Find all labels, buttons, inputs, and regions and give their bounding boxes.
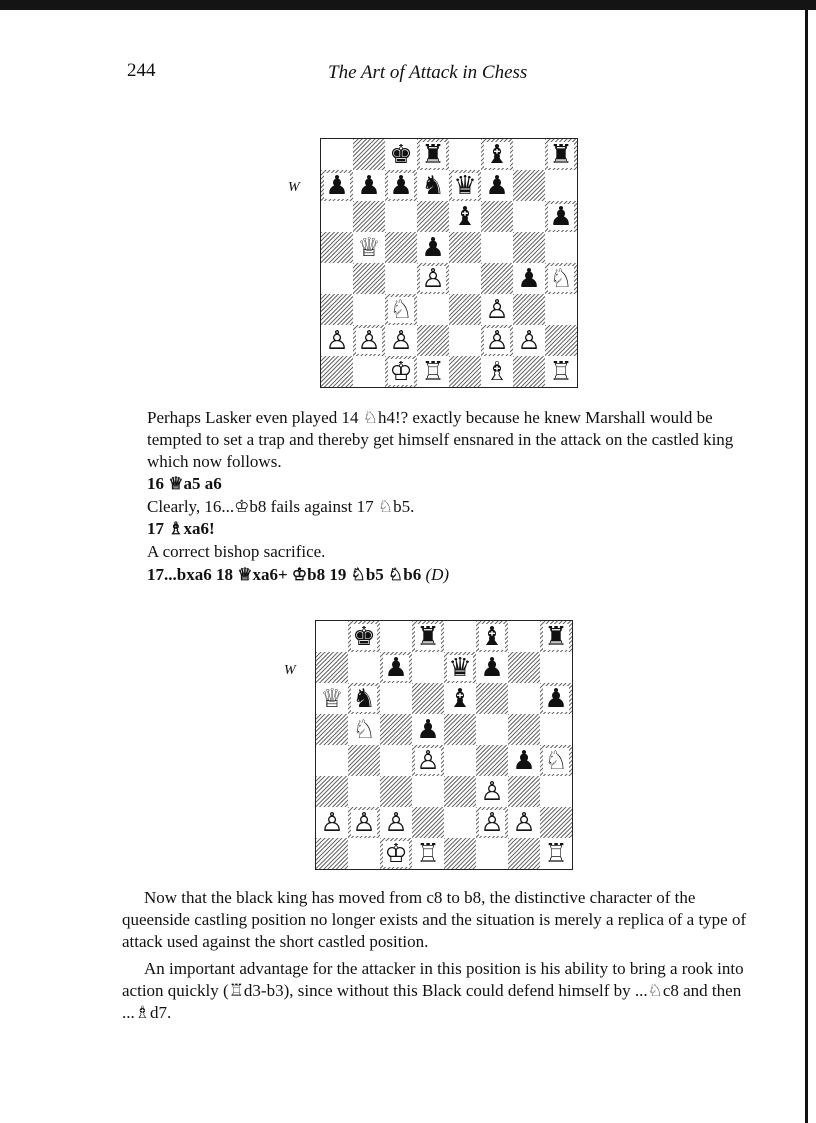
diagram2-square-e8 bbox=[444, 621, 476, 652]
diagram2-square-f5 bbox=[476, 714, 508, 745]
chess-piece-icon: ♖ bbox=[416, 838, 440, 869]
diagram2-square-b8 bbox=[348, 621, 380, 652]
diagram1-square-a2 bbox=[321, 325, 353, 356]
diagram2-square-f7 bbox=[476, 652, 508, 683]
diagram1-square-b6 bbox=[353, 201, 385, 232]
diagram1-square-a3 bbox=[321, 294, 353, 325]
diagram2-square-d2 bbox=[412, 807, 444, 838]
diagram2-square-g1 bbox=[508, 838, 540, 869]
diagram1-square-e6 bbox=[449, 201, 481, 232]
chess-piece-icon: ♚ bbox=[389, 139, 413, 170]
diagram-marker: (D) bbox=[425, 565, 450, 584]
paragraph-lasker-text: Perhaps Lasker even played 14 ♘h4!? exactly because he knew Marshall would be tempted to set a trap and thereby get himself ensnared in the attack on the castled king which now follows. bbox=[147, 408, 734, 471]
chess-piece-icon: ♝ bbox=[480, 621, 504, 652]
diagram2-square-b5 bbox=[348, 714, 380, 745]
diagram1-square-d8 bbox=[417, 139, 449, 170]
chess-piece-icon: ♙ bbox=[384, 807, 408, 838]
page-top-edge bbox=[0, 0, 816, 10]
diagram2-square-b2 bbox=[348, 807, 380, 838]
diagram1-square-d7 bbox=[417, 170, 449, 201]
diagram2-square-a8 bbox=[316, 621, 348, 652]
chess-piece-icon: ♟ bbox=[416, 714, 440, 745]
diagram2-square-c1 bbox=[380, 838, 412, 869]
chess-piece-icon: ♙ bbox=[357, 325, 381, 356]
chess-piece-icon: ♙ bbox=[416, 745, 440, 776]
move-17-line bbox=[147, 564, 449, 586]
chess-piece-icon: ♔ bbox=[384, 838, 408, 869]
diagram1-square-h5 bbox=[545, 232, 577, 263]
diagram2-square-a5 bbox=[316, 714, 348, 745]
diagram2-square-g5 bbox=[508, 714, 540, 745]
comment-17: A correct bishop sacrifice. bbox=[147, 542, 326, 561]
chess-piece-icon: ♙ bbox=[480, 807, 504, 838]
diagram2-square-f1 bbox=[476, 838, 508, 869]
diagram1-square-e4 bbox=[449, 263, 481, 294]
diagram2-square-e2 bbox=[444, 807, 476, 838]
diagram2-square-h5 bbox=[540, 714, 572, 745]
diagram1-square-f3 bbox=[481, 294, 513, 325]
page-number: 244 bbox=[127, 60, 156, 81]
chess-piece-icon: ♖ bbox=[549, 356, 573, 387]
diagram2-square-g6 bbox=[508, 683, 540, 714]
chess-piece-icon: ♛ bbox=[448, 652, 472, 683]
diagram1-square-h2 bbox=[545, 325, 577, 356]
diagram2-square-c5 bbox=[380, 714, 412, 745]
diagram1-square-f2 bbox=[481, 325, 513, 356]
diagram1-square-g5 bbox=[513, 232, 545, 263]
diagram1-square-a6 bbox=[321, 201, 353, 232]
chess-piece-icon: ♟ bbox=[485, 170, 509, 201]
diagram1-square-h8 bbox=[545, 139, 577, 170]
chess-piece-icon: ♙ bbox=[480, 776, 504, 807]
diagram1-square-b1 bbox=[353, 356, 385, 387]
chess-piece-icon: ♝ bbox=[485, 139, 509, 170]
chess-piece-icon: ♟ bbox=[325, 170, 349, 201]
diagram1-square-a8 bbox=[321, 139, 353, 170]
chess-piece-icon: ♙ bbox=[512, 807, 536, 838]
diagram1-square-a4 bbox=[321, 263, 353, 294]
diagram1-square-f4 bbox=[481, 263, 513, 294]
chess-piece-icon: ♞ bbox=[352, 683, 376, 714]
diagram1-square-c1 bbox=[385, 356, 417, 387]
diagram2-square-c6 bbox=[380, 683, 412, 714]
diagram2-square-e6 bbox=[444, 683, 476, 714]
chess-piece-icon: ♟ bbox=[517, 263, 541, 294]
diagram1-square-f1 bbox=[481, 356, 513, 387]
chess-piece-icon: ♜ bbox=[544, 621, 568, 652]
chess-diagram-2 bbox=[315, 620, 573, 870]
diagram1-square-a7 bbox=[321, 170, 353, 201]
paragraph-king-moved bbox=[122, 887, 756, 953]
diagram2-square-a4 bbox=[316, 745, 348, 776]
diagram1-square-f8 bbox=[481, 139, 513, 170]
diagram1-square-a1 bbox=[321, 356, 353, 387]
diagram1-square-e2 bbox=[449, 325, 481, 356]
diagram2-square-d8 bbox=[412, 621, 444, 652]
chess-piece-icon: ♛ bbox=[453, 170, 477, 201]
diagram1-square-b2 bbox=[353, 325, 385, 356]
diagram2-square-g2 bbox=[508, 807, 540, 838]
diagram2-square-c2 bbox=[380, 807, 412, 838]
chess-piece-icon: ♟ bbox=[544, 683, 568, 714]
diagram2-square-c3 bbox=[380, 776, 412, 807]
diagram1-square-e5 bbox=[449, 232, 481, 263]
chess-piece-icon: ♙ bbox=[485, 325, 509, 356]
diagram1-square-e7 bbox=[449, 170, 481, 201]
diagram2-square-g8 bbox=[508, 621, 540, 652]
diagram2-square-d6 bbox=[412, 683, 444, 714]
running-title: The Art of Attack in Chess bbox=[328, 62, 528, 83]
chess-piece-icon: ♜ bbox=[416, 621, 440, 652]
diagram1-square-b4 bbox=[353, 263, 385, 294]
chess-piece-icon: ♙ bbox=[352, 807, 376, 838]
chess-piece-icon: ♙ bbox=[421, 263, 445, 294]
diagram2-square-b7 bbox=[348, 652, 380, 683]
chess-piece-icon: ♙ bbox=[485, 294, 509, 325]
move-16: 16 ♕a5 a6 bbox=[147, 474, 222, 493]
diagram1-square-h4 bbox=[545, 263, 577, 294]
diagram2-square-b6 bbox=[348, 683, 380, 714]
diagram1-square-g8 bbox=[513, 139, 545, 170]
diagram2-square-e4 bbox=[444, 745, 476, 776]
diagram2-square-e7 bbox=[444, 652, 476, 683]
diagram2-square-f8 bbox=[476, 621, 508, 652]
diagram2-square-h7 bbox=[540, 652, 572, 683]
paragraph-advantage bbox=[122, 958, 756, 1024]
diagram2-square-d4 bbox=[412, 745, 444, 776]
diagram1-square-h6 bbox=[545, 201, 577, 232]
diagram1-square-b7 bbox=[353, 170, 385, 201]
chess-piece-icon: ♙ bbox=[517, 325, 541, 356]
diagram2-square-a2 bbox=[316, 807, 348, 838]
chess-piece-icon: ♙ bbox=[325, 325, 349, 356]
diagram1-square-d6 bbox=[417, 201, 449, 232]
chess-piece-icon: ♖ bbox=[421, 356, 445, 387]
diagram2-square-g4 bbox=[508, 745, 540, 776]
chess-piece-icon: ♘ bbox=[549, 263, 573, 294]
diagram1-square-b8 bbox=[353, 139, 385, 170]
diagram1-square-d5 bbox=[417, 232, 449, 263]
diagram1-square-h7 bbox=[545, 170, 577, 201]
diagram2-square-d7 bbox=[412, 652, 444, 683]
diagram2-square-g7 bbox=[508, 652, 540, 683]
chess-piece-icon: ♟ bbox=[512, 745, 536, 776]
diagram1-square-d2 bbox=[417, 325, 449, 356]
diagram2-square-f3 bbox=[476, 776, 508, 807]
diagram1-square-c5 bbox=[385, 232, 417, 263]
diagram2-square-c8 bbox=[380, 621, 412, 652]
diagram1-square-h3 bbox=[545, 294, 577, 325]
diagram1-square-e8 bbox=[449, 139, 481, 170]
diagram1-square-f6 bbox=[481, 201, 513, 232]
diagram1-square-g1 bbox=[513, 356, 545, 387]
diagram2-square-e1 bbox=[444, 838, 476, 869]
diagram2-square-d5 bbox=[412, 714, 444, 745]
move-17-line-moves: 17...bxa6 18 ♕xa6+ ♔b8 19 ♘b5 ♘b6 bbox=[147, 565, 422, 584]
chess-diagram-1 bbox=[320, 138, 578, 388]
diagram1-square-c6 bbox=[385, 201, 417, 232]
chess-piece-icon: ♗ bbox=[485, 356, 509, 387]
chess-piece-icon: ♙ bbox=[389, 325, 413, 356]
chess-piece-icon: ♟ bbox=[421, 232, 445, 263]
diagram2-square-b4 bbox=[348, 745, 380, 776]
diagram2-square-d3 bbox=[412, 776, 444, 807]
chess-piece-icon: ♟ bbox=[357, 170, 381, 201]
diagram1-square-g2 bbox=[513, 325, 545, 356]
diagram1-square-c8 bbox=[385, 139, 417, 170]
chess-piece-icon: ♟ bbox=[384, 652, 408, 683]
paragraph-advantage-text: An important advantage for the attacker in this position is his ability to bring a rook into action quickly (♖d3-b3), since without this Black could defend himself by ...♘c8 and then ...♗d7. bbox=[122, 959, 744, 1022]
chess-piece-icon: ♟ bbox=[480, 652, 504, 683]
diagram2-square-h3 bbox=[540, 776, 572, 807]
diagram1-square-g7 bbox=[513, 170, 545, 201]
diagram2-square-h2 bbox=[540, 807, 572, 838]
diagram1-square-b5 bbox=[353, 232, 385, 263]
chess-piece-icon: ♟ bbox=[549, 201, 573, 232]
diagram1-square-d3 bbox=[417, 294, 449, 325]
diagram1-square-d4 bbox=[417, 263, 449, 294]
chess-piece-icon: ♕ bbox=[357, 232, 381, 263]
diagram1-square-g3 bbox=[513, 294, 545, 325]
paragraph-king-moved-text: Now that the black king has moved from c8 to b8, the distinctive character of the queenside castling position no longer exists and the situation is merely a replica of a type of attack used against the short castled position. bbox=[122, 888, 747, 951]
chess-piece-icon: ♜ bbox=[549, 139, 573, 170]
chess-piece-icon: ♘ bbox=[389, 294, 413, 325]
page-right-edge bbox=[805, 10, 816, 1123]
chess-piece-icon: ♙ bbox=[320, 807, 344, 838]
move-17: 17 ♗xa6! bbox=[147, 519, 215, 538]
diagram2-square-b1 bbox=[348, 838, 380, 869]
diagram1-square-h1 bbox=[545, 356, 577, 387]
diagram2-side-to-move: W bbox=[284, 663, 296, 678]
chess-piece-icon: ♚ bbox=[352, 621, 376, 652]
diagram2-square-h6 bbox=[540, 683, 572, 714]
diagram2-square-h8 bbox=[540, 621, 572, 652]
diagram1-square-c2 bbox=[385, 325, 417, 356]
chess-piece-icon: ♕ bbox=[320, 683, 344, 714]
diagram1-square-e1 bbox=[449, 356, 481, 387]
diagram2-square-f4 bbox=[476, 745, 508, 776]
diagram2-square-c4 bbox=[380, 745, 412, 776]
diagram1-side-to-move: W bbox=[288, 180, 300, 195]
diagram2-square-a7 bbox=[316, 652, 348, 683]
diagram1-square-c4 bbox=[385, 263, 417, 294]
chess-piece-icon: ♔ bbox=[389, 356, 413, 387]
diagram1-square-g4 bbox=[513, 263, 545, 294]
chess-piece-icon: ♝ bbox=[448, 683, 472, 714]
diagram2-square-h4 bbox=[540, 745, 572, 776]
diagram2-square-a6 bbox=[316, 683, 348, 714]
diagram2-square-h1 bbox=[540, 838, 572, 869]
diagram2-square-f6 bbox=[476, 683, 508, 714]
chess-piece-icon: ♞ bbox=[421, 170, 445, 201]
diagram1-square-d1 bbox=[417, 356, 449, 387]
diagram1-square-c7 bbox=[385, 170, 417, 201]
chess-piece-icon: ♘ bbox=[544, 745, 568, 776]
diagram2-square-e3 bbox=[444, 776, 476, 807]
diagram2-square-a3 bbox=[316, 776, 348, 807]
diagram1-square-e3 bbox=[449, 294, 481, 325]
comment-16: Clearly, 16...♔b8 fails against 17 ♘b5. bbox=[147, 497, 415, 516]
diagram2-square-a1 bbox=[316, 838, 348, 869]
diagram2-square-d1 bbox=[412, 838, 444, 869]
diagram2-square-e5 bbox=[444, 714, 476, 745]
paragraph-lasker bbox=[147, 407, 757, 473]
chess-piece-icon: ♜ bbox=[421, 139, 445, 170]
diagram1-square-f5 bbox=[481, 232, 513, 263]
diagram1-square-a5 bbox=[321, 232, 353, 263]
diagram1-square-c3 bbox=[385, 294, 417, 325]
diagram1-square-g6 bbox=[513, 201, 545, 232]
diagram1-square-f7 bbox=[481, 170, 513, 201]
diagram2-square-f2 bbox=[476, 807, 508, 838]
chess-piece-icon: ♖ bbox=[544, 838, 568, 869]
chess-piece-icon: ♟ bbox=[389, 170, 413, 201]
diagram1-square-b3 bbox=[353, 294, 385, 325]
chess-piece-icon: ♝ bbox=[453, 201, 477, 232]
chess-piece-icon: ♘ bbox=[352, 714, 376, 745]
diagram2-square-b3 bbox=[348, 776, 380, 807]
diagram2-square-g3 bbox=[508, 776, 540, 807]
diagram2-square-c7 bbox=[380, 652, 412, 683]
